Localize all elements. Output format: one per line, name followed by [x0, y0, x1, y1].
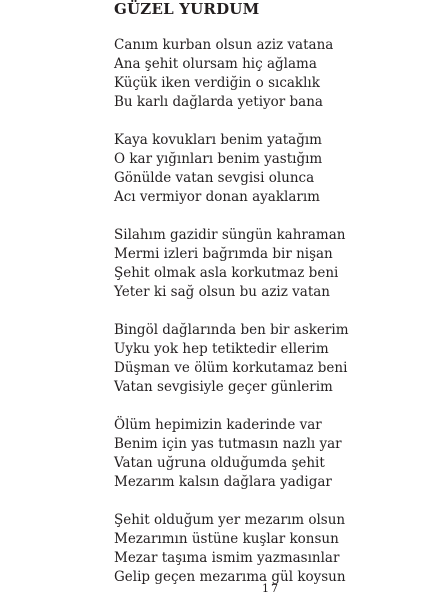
stanza-3	[114, 226, 349, 302]
poem-line: Acı vermiyor donan ayaklarım	[114, 189, 320, 205]
poem-line: Bu karlı dağlarda yetiyor bana	[114, 94, 323, 110]
stanza-1	[114, 36, 349, 112]
poem-body	[114, 36, 349, 606]
poem-line: Vatan uğruna olduğumda şehit	[114, 455, 325, 471]
poem-line: Mezarımın üstüne kuşlar konsun	[114, 531, 339, 547]
poem-line: Gönülde vatan sevgisi olunca	[114, 170, 315, 186]
poem-title: GÜZEL YURDUM	[114, 0, 260, 18]
poem-line: Canım kurban olsun aziz vatana	[114, 37, 334, 53]
poem-line: Vatan sevgisiyle geçer günlerim	[114, 379, 333, 395]
poem-line: Kaya kovukları benim yatağım	[114, 132, 322, 148]
poem-line: Gelip geçen mezarıma gül koysun	[114, 569, 346, 585]
poem-line: Uyku yok hep tetiktedir ellerim	[114, 341, 329, 357]
poem-line: Mezar taşıma ismim yazmasınlar	[114, 550, 340, 566]
poem-line: Benim için yas tutmasın nazlı yar	[114, 436, 342, 452]
poem-line: Silahım gazidir süngün kahraman	[114, 227, 346, 243]
poem-line: Şehit olmak asla korkutmaz beni	[114, 265, 339, 281]
poem-line: Mezarım kalsın dağlara yadigar	[114, 474, 332, 490]
poem-line: Düşman ve ölüm korkutamaz beni	[114, 360, 348, 376]
poem-line: Şehit olduğum yer mezarım olsun	[114, 512, 346, 528]
poem-line: Ana şehit olursam hiç ağlama	[114, 56, 317, 72]
poem-line: Yeter ki sağ olsun bu aziz vatan	[114, 284, 330, 300]
page-number: 17	[262, 582, 280, 595]
poem-line: Bingöl dağlarında ben bir askerim	[114, 322, 349, 338]
stanza-4	[114, 321, 349, 397]
stanza-6	[114, 511, 349, 587]
poem-line: Ölüm hepimizin kaderinde var	[114, 417, 322, 433]
stanza-5	[114, 416, 349, 492]
stanza-2	[114, 131, 349, 207]
poem-line: Küçük iken verdiğin o sıcaklık	[114, 75, 320, 91]
poem-line: Mermi izleri bağrımda bir nişan	[114, 246, 333, 262]
poem-line: O kar yığınları benim yastığım	[114, 151, 323, 167]
